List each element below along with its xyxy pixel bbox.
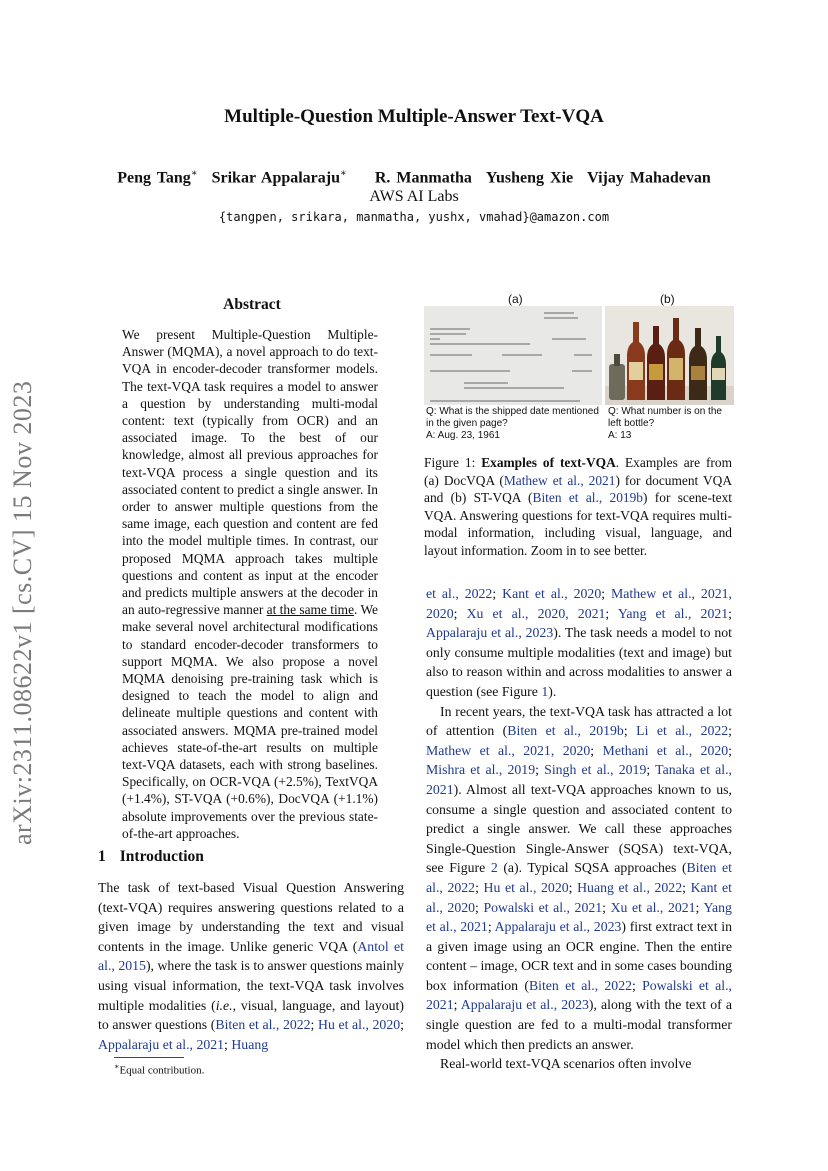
figure-1-caption	[424, 454, 732, 560]
bottles-image	[605, 306, 734, 405]
citation-link[interactable]: Biten et al., 2019b	[507, 723, 624, 739]
text-run: ;	[695, 899, 704, 915]
text-run: Real-world text-VQA scenarios often involve	[440, 1056, 692, 1072]
footnote-rule	[114, 1057, 184, 1058]
affiliation: AWS AI Labs	[369, 188, 459, 205]
citation-link[interactable]: Mathew et al., 2021, 2020	[426, 742, 591, 758]
text-run: ;	[605, 605, 618, 621]
citation-link[interactable]: Antol et al., 2015	[98, 938, 404, 974]
citation-link[interactable]: Huang	[231, 1036, 269, 1052]
arxiv-stamp: arXiv:2311.08622v1 [cs.CV] 15 Nov 2023	[8, 380, 37, 845]
author-name: Yusheng Xie	[485, 169, 574, 187]
section-number: 1	[98, 848, 106, 865]
citation-link[interactable]: Singh et al., 2019	[544, 762, 647, 778]
text-run: ;	[453, 997, 461, 1013]
citation-link[interactable]: Xu et al., 2021	[610, 899, 696, 915]
text-run: ). Almost all text-VQA approaches known to us, consume a single question and associated content to predict a single answer. We call these approaches Single-Question Single-Answer (SQSA) text-VQA, see Figure	[426, 781, 732, 876]
intro-paragraph-3	[426, 1054, 732, 1074]
equal-contribution-mark: ∗	[190, 168, 198, 179]
figure-b-answer: A: 13	[608, 430, 632, 441]
citation-link[interactable]: Powalski et al., 2021	[426, 977, 732, 1013]
citation-link[interactable]: 2	[490, 860, 498, 876]
figure-label-a: (a)	[508, 292, 523, 306]
citation-link[interactable]: Appalaraju et al., 2023	[494, 919, 622, 935]
citation-link[interactable]: Hu et al., 2020	[318, 1017, 401, 1033]
text-run: ;	[475, 879, 484, 895]
citation-link[interactable]: Biten et al., 2019b	[532, 490, 643, 506]
citation-link[interactable]: Hu et al., 2020	[483, 879, 569, 895]
intro-paragraph	[98, 878, 404, 1054]
text-run: ;	[492, 586, 503, 601]
figure-a-answer: A: Aug. 23, 1961	[426, 430, 500, 441]
document-image	[424, 306, 602, 405]
figure-label-b: (b)	[660, 292, 675, 306]
text-run: ) for scene-text VQA. Answering questions for text-VQA requires multi-modal information, including visual, language, and layout information. Zoom in to see better.	[424, 490, 732, 558]
citation-link[interactable]: Xu et al., 2020, 2021	[466, 605, 606, 621]
citation-link[interactable]: Yang et al., 2021	[426, 899, 732, 935]
text-run: The task of text-based Visual Question Answering (text-VQA) requires answering questions related to a given image by understanding the text and visual contents in the image. Unlike generic VQA (	[98, 880, 404, 954]
citation-link[interactable]: Huang et al., 2022	[577, 879, 683, 895]
text-run: ;	[475, 899, 484, 915]
citation-link[interactable]: Appalaraju et al., 2021	[98, 1036, 225, 1052]
text-run: , visual, language, and layout) to answer questions (	[98, 997, 404, 1033]
text-run: ;	[728, 723, 733, 739]
citation-link[interactable]: 1	[541, 683, 549, 699]
citation-link[interactable]: Kant et al., 2020	[502, 586, 602, 601]
footnote	[114, 1062, 204, 1077]
citation-link[interactable]: Li et al., 2022	[636, 723, 729, 739]
text-run: In recent years, the text-VQA task has attracted a lot of attention (	[426, 703, 732, 739]
abstract-underlined: at the same time	[266, 602, 355, 618]
text-run: ;	[400, 1017, 404, 1033]
text-run: ).	[548, 683, 557, 699]
citation-link[interactable]: Biten et al., 2022	[528, 977, 632, 993]
text-run: ;	[535, 762, 545, 778]
intro-paragraph-2	[426, 702, 732, 1055]
text-run: ;	[632, 977, 643, 993]
author-name: Vijay Mahadevan	[587, 169, 711, 187]
citation-link[interactable]: Biten et al., 2022	[215, 1017, 311, 1033]
text-run: . Examples are from (a) DocVQA (	[424, 455, 733, 488]
text-run: ;	[590, 742, 603, 758]
text-run: ), along with the text of a single question are fed to a multi-modal transformer model which then predicts an answer.	[426, 997, 732, 1052]
citation-link[interactable]: Yang et al., 2021	[617, 605, 729, 621]
text-run: ;	[487, 919, 495, 935]
abstract-body	[122, 326, 378, 842]
citation-link[interactable]: Methani et al., 2020	[602, 742, 729, 758]
text-run: ;	[224, 1036, 232, 1052]
citation-link[interactable]: Mathew et al., 2021, 2020	[426, 586, 732, 621]
text-run: ;	[728, 605, 732, 621]
text-run: ;	[728, 742, 732, 758]
text-run: ) for document VQA and (b) ST-VQA (	[424, 472, 732, 506]
figure-a-question: Q: What is the shipped date mentioned in the given page?	[426, 406, 599, 429]
text-run: ) first extract text in a given image using an OCR engine. Then the entire content – image, OCR text and in some cases bounding box information (	[426, 919, 732, 993]
right-column-text	[426, 584, 732, 1074]
citation-link[interactable]: Mathew et al., 2021	[503, 472, 616, 488]
text-run: ;	[623, 723, 637, 739]
text-run: ). The task needs a model to not only consume multiple modalities (text and image) but also to reason within and across modalities to answer a question (see Figure	[426, 625, 732, 699]
section-heading-introduction	[98, 848, 204, 866]
text-run: Figure 1:	[424, 455, 482, 470]
author-name: Srikar Appalaraju	[211, 169, 341, 187]
author-name: R. Manmatha	[374, 169, 472, 187]
equal-contribution-mark: ∗	[340, 168, 347, 179]
citation-link[interactable]: Appalaraju et al., 2023	[460, 997, 589, 1013]
section-title: Introduction	[119, 848, 204, 865]
bold-text: Examples of text-VQA	[481, 455, 616, 470]
text-run: ;	[682, 879, 691, 895]
footnote-mark: ∗	[114, 1062, 120, 1071]
abstract-text-end: . We make several novel architectural modifications to standard encoder-decoder transformers to support MQMA. We also propose a novel MQMA denoising pre-training task which is designed to teach the model to align and delineate multiple questions and content with associated answers. MQMA pre-trained model achieves state-of-the-art results on multiple text-VQA datasets, each with strong baselines. Specifically, on OCR-VQA (+2.5%), TextVQA (+1.4%), ST-VQA (+0.6%), DocVQA (+1.1%) absolute improvements over the previous state-of-the-art approaches.	[122, 602, 378, 841]
paper-title: Multiple-Question Multiple-Answer Text-VQA	[224, 106, 604, 127]
text-run: ;	[602, 899, 611, 915]
figure-1	[424, 290, 734, 442]
footnote-text: Equal contribution.	[119, 1064, 205, 1077]
citation-link[interactable]: Mishra et al., 2019	[426, 762, 536, 778]
citation-link[interactable]: Powalski et al., 2021	[483, 899, 603, 915]
author-name: Peng Tang	[117, 169, 191, 187]
citation-link[interactable]: Biten et al., 2022	[426, 860, 732, 895]
italic-text: i.e.	[215, 997, 233, 1013]
citation-link[interactable]: Tanaka et al., 2021	[426, 762, 732, 797]
abstract-heading: Abstract	[223, 296, 281, 313]
citation-link[interactable]: Kant et al., 2020	[426, 879, 732, 915]
author-list	[0, 168, 828, 187]
citation-link[interactable]: et al., 2022	[426, 586, 493, 601]
citation-link[interactable]: Appalaraju et al., 2023	[426, 625, 554, 641]
text-run: ;	[568, 879, 578, 895]
text-run: ), where the task is to answer questions mainly using visual information, the text-VQA task involves multiple modalities (	[98, 958, 405, 1013]
figure-b-qa	[608, 406, 732, 442]
author-emails: {tangpen, srikara, manmatha, yushx, vmahad}@amazon.com	[218, 210, 610, 224]
figure-a-qa	[426, 406, 602, 442]
text-run: (a). Typical SQSA approaches (	[497, 860, 687, 876]
intro-paragraph-continued	[426, 584, 732, 702]
text-run: ;	[310, 1017, 318, 1033]
figure-b-question: Q: What number is on the left bottle?	[608, 406, 722, 429]
text-run: ;	[646, 762, 656, 778]
text-run: ;	[601, 586, 612, 601]
text-run: ;	[453, 605, 467, 621]
abstract-text: We present Multiple-Question Multiple-Answer (MQMA), a novel approach to do text-VQA in encoder-decoder transformer models. The text-VQA task requires a model to answer a question by understanding multi-modal content: text (typically from OCR) and an associated image. To the best of our knowledge, almost all previous approaches for text-VQA process a single question and its associated content to predict a single answer. In order to answer multiple questions from the same image, each question and content are fed into the model multiple times. In contrast, our proposed MQMA approach takes multiple questions and content as input at the encoder and predicts multiple answers at the decoder in an auto-regressive manner	[122, 327, 378, 618]
